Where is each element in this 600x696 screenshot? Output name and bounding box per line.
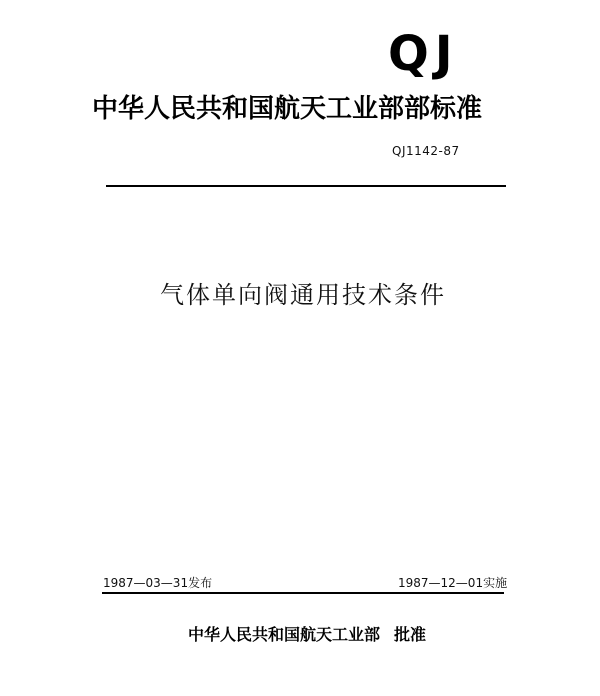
organization-standard-heading: 中华人民共和国航天工业部部标准: [92, 94, 483, 124]
approval-word: 批准: [394, 625, 427, 644]
top-divider: [106, 185, 506, 187]
document-title: 气体单向阀通用技术条件: [160, 281, 446, 309]
issue-date: 1987—03—31发布: [103, 576, 213, 590]
approving-authority: 中华人民共和国航天工业部: [188, 625, 381, 644]
bottom-divider: [102, 592, 504, 594]
implementation-date: 1987—12—01实施: [398, 576, 508, 590]
standard-number: QJ1142-87: [392, 144, 460, 158]
qj-logo: QJ: [388, 26, 459, 82]
approval-line: [188, 622, 426, 645]
